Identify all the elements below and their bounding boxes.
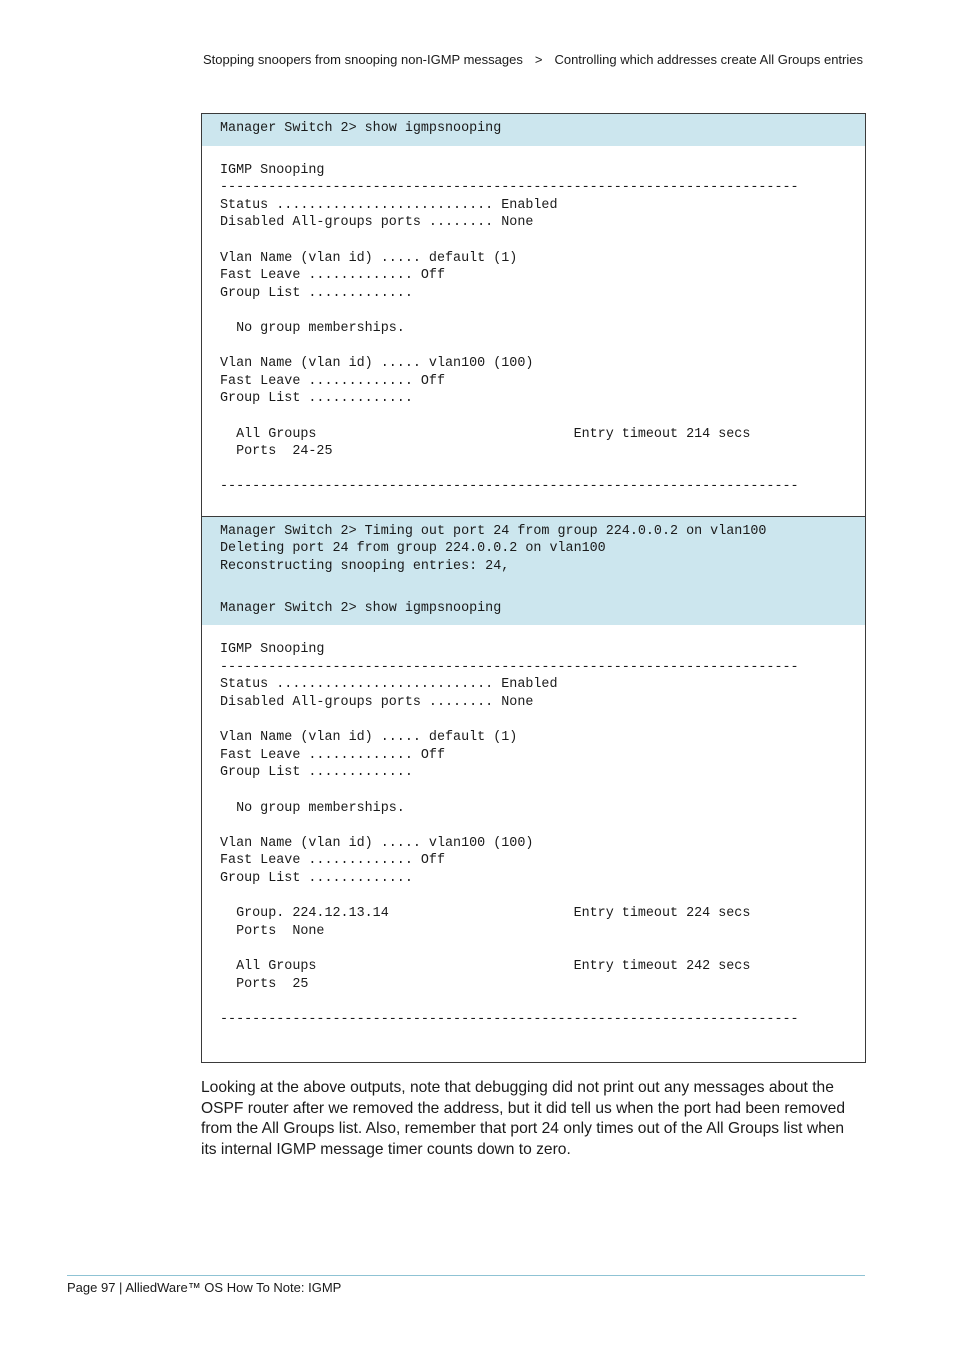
output-block-1: [202, 146, 865, 516]
breadcrumb-subsection: Controlling which addresses create All Groups entries: [554, 52, 863, 67]
debug-log-timeout: Manager Switch 2> Timing out port 24 from group 224.0.0.2 on vlan100 Deleting port 24 from group 224.0.0.2 on vlan100 Reconstructing snooping entries: 24,: [220, 523, 767, 575]
command-block-1: [202, 114, 865, 146]
igmp-snooping-output-2: IGMP Snooping ------------------------------------------------------------------------ Status ........................... Enabled Disabled All-groups ports ........ None Vlan Name (vlan id) ..... default (1) Fast Leave ............. Off Group List ............. No group memberships. Vlan Name (vlan id) ..... vlan100 (100) Fast Leave ............. Off Group List ............. Group. 224.12.13.14 Entry timeout 224 secs Ports None All Groups Entry timeout 242 secs Ports 25 ------------------------------------------------------------------------: [220, 642, 799, 1027]
command-show-igmpsnooping-2: Manager Switch 2> show igmpsnooping: [220, 600, 502, 616]
page-footer: Page 97 | AlliedWare™ OS How To Note: IGMP: [67, 1280, 342, 1295]
igmp-snooping-output-1: IGMP Snooping ------------------------------------------------------------------------ Status ........................... Enabled Disabled All-groups ports ........ None Vlan Name (vlan id) ..... default (1) Fast Leave ............. Off Group List ............. No group memberships. Vlan Name (vlan id) ..... vlan100 (100) Fast Leave ............. Off Group List ............. All Groups Entry timeout 214 secs Ports 24-25 ------------------------------------------------------------------------: [220, 162, 799, 495]
running-header: [203, 52, 863, 67]
command-block-2: [202, 516, 865, 625]
command-show-igmpsnooping-1: Manager Switch 2> show igmpsnooping: [220, 121, 502, 136]
footer-rule: [67, 1275, 865, 1276]
console-output-figure: [201, 113, 866, 1063]
breadcrumb-section: Stopping snoopers from snooping non-IGMP messages: [202, 52, 523, 67]
output-block-2: [202, 625, 865, 1048]
explanation-paragraph: Looking at the above outputs, note that debugging did not print out any messages about the OSPF router after we removed the address, but it did tell us when the port had been removed from the All Groups list. Also, remember that port 24 only times out of the All Groups list when its internal IGMP message timer counts down to zero.: [201, 1079, 846, 1158]
breadcrumb-separator: >: [534, 52, 543, 67]
